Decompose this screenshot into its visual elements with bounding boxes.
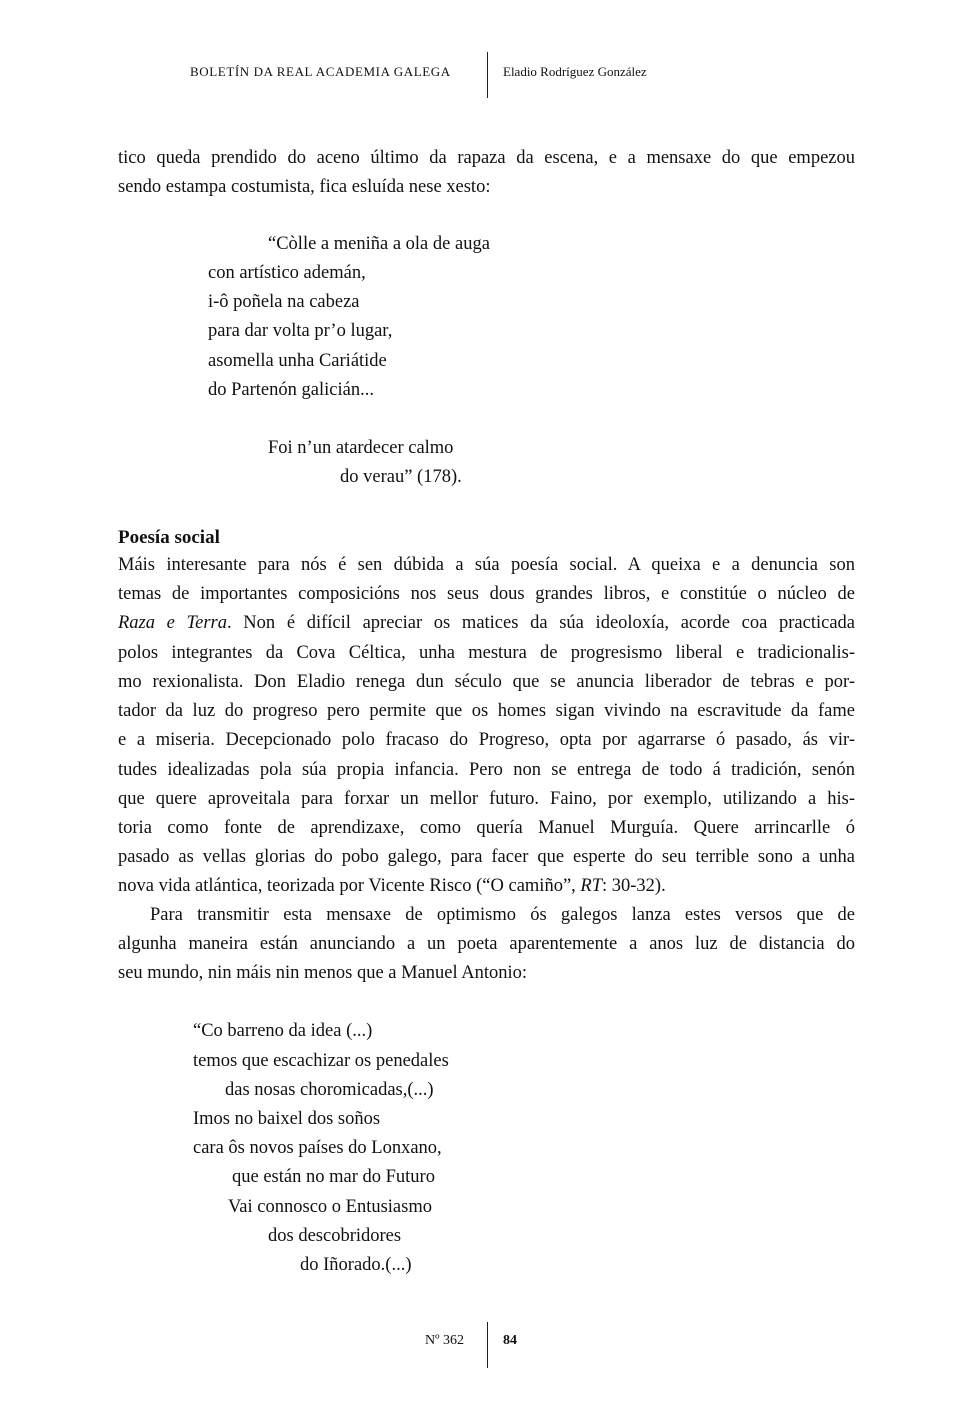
article-author: Eladio Rodríguez González bbox=[503, 64, 647, 79]
body-line: mo rexionalista. Don Eladio renega dun século que se anuncia liberador de tebras e por- bbox=[118, 672, 855, 692]
poem-line: con artístico ademán, bbox=[208, 263, 366, 283]
body-line: toria como fonte de aprendizaxe, como quería Manuel Murguía. Quere arrincarlle ó bbox=[118, 818, 855, 838]
body-line: tador da luz do progreso pero permite que os homes sigan vivindo na escravitude da fame bbox=[118, 701, 855, 721]
body-line: polos integrantes da Cova Céltica, unha mestura de progresismo liberal e tradicionalis- bbox=[118, 643, 855, 663]
poem-line: dos descobridores bbox=[268, 1226, 402, 1246]
body-text: : 30-32). bbox=[602, 876, 666, 896]
poem-line: “Còlle a meniña a ola de auga bbox=[268, 234, 490, 254]
body-line: Para transmitir esta mensaxe de optimismo ós galegos lanza estes versos que de bbox=[150, 905, 855, 925]
body-line: Máis interesante para nós é sen dúbida a súa poesía social. A queixa e a denuncia son bbox=[118, 555, 855, 575]
poem-line: do Partenón galicián... bbox=[208, 380, 374, 400]
body-line: temas de importantes composicións nos seus dous grandes libros, e constitúe o núcleo de bbox=[118, 584, 855, 604]
poem-line: temos que escachizar os penedales bbox=[193, 1051, 449, 1071]
footer-divider bbox=[487, 1322, 488, 1368]
journal-title: BOLETÍN DA REAL ACADEMIA GALEGA bbox=[190, 64, 451, 79]
poem-line: cara ôs novos países do Lonxano, bbox=[193, 1138, 442, 1158]
body-text: . Non é difícil apreciar os matices da súa ideoloxía, acorde coa practicada bbox=[227, 613, 856, 633]
poem-line: do Iñorado.(...) bbox=[300, 1255, 412, 1275]
header-divider bbox=[487, 52, 488, 98]
poem-line: Foi n’un atardecer calmo bbox=[268, 438, 454, 458]
body-line bbox=[118, 872, 666, 901]
body-line: seu mundo, nin máis nin menos que a Manuel Antonio: bbox=[118, 963, 528, 983]
citation-abbrev: RT bbox=[580, 876, 602, 896]
body-line bbox=[118, 609, 855, 638]
body-line: tico queda prendido do aceno último da rapaza da escena, e a mensaxe do que empezou bbox=[118, 148, 855, 168]
poem-line: que están no mar do Futuro bbox=[232, 1167, 435, 1187]
body-line: sendo estampa costumista, fica esluída nese xesto: bbox=[118, 177, 491, 197]
poem-line: para dar volta pr’o lugar, bbox=[208, 321, 393, 341]
poem-line: do verau” (178). bbox=[340, 467, 462, 487]
body-line: tudes idealizadas pola súa propia infancia. Pero non se entrega de todo á tradición, senón bbox=[118, 760, 855, 780]
body-text: nova vida atlántica, teorizada por Vicente Risco (“O camiño”, bbox=[118, 876, 581, 896]
poem-line: Vai connosco o Entusiasmo bbox=[228, 1197, 432, 1217]
poem-line: das nosas choromicadas,(...) bbox=[225, 1080, 434, 1100]
section-heading: Poesía social bbox=[118, 527, 220, 548]
body-line: algunha maneira están anunciando a un poeta aparentemente a anos luz de distancia do bbox=[118, 934, 855, 954]
poem-line: “Co barreno da idea (...) bbox=[193, 1021, 373, 1041]
issue-number: Nº 362 bbox=[425, 1333, 464, 1348]
book-title: Raza e Terra bbox=[118, 613, 228, 633]
poem-line: Imos no baixel dos soños bbox=[193, 1109, 381, 1129]
body-line: e a miseria. Decepcionado polo fracaso do Progreso, opta por agarrarse ó pasado, ás vir- bbox=[118, 730, 855, 750]
body-line: que quere aproveitala para forxar un mellor futuro. Faino, por exemplo, utilizando a his- bbox=[118, 789, 855, 809]
body-line: pasado as vellas glorias do pobo galego, para facer que esperte do seu terrible sono a unha bbox=[118, 847, 855, 867]
poem-line: i-ô poñela na cabeza bbox=[208, 292, 360, 312]
page-number: 84 bbox=[503, 1333, 517, 1348]
poem-line: asomella unha Cariátide bbox=[208, 351, 387, 371]
